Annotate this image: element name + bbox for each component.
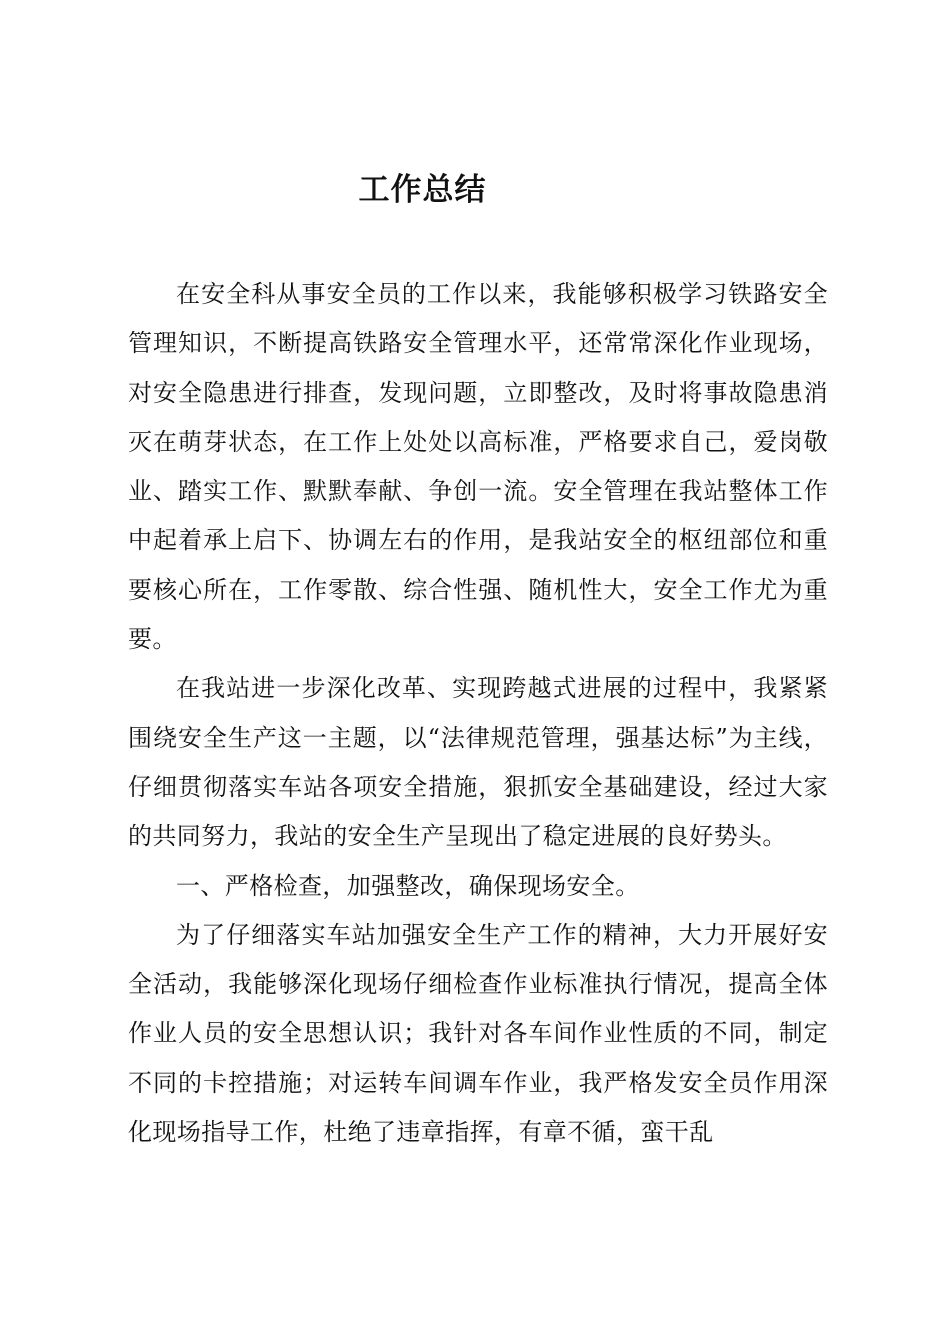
paragraph-inspection: 为了仔细落实车站加强安全生产工作的精神，大力开展好安全活动，我能够深化现场仔细检查作业标准执行情况，提高全体作业人员的安全思想认识；我针对各车间作业性质的不同，制定不同的卡控措施；对运转车间调车作业，我严格发安全员作用深化现场指导工作，杜绝了违章指挥，有章不循，蛮干乱 — [128, 920, 828, 1147]
paragraph-progress: 在我站进一步深化改革、实现跨越式进展的过程中，我紧紧围绕安全生产这一主题，以“法律规范管理，强基达标”为主线，仔细贯彻落实车站各项安全措施，狠抓安全基础建设，经过大家的共同努力，我站的安全生产呈现出了稳定进展的良好势头。 — [128, 674, 828, 851]
document-title: 工作总结 — [358, 172, 487, 208]
paragraph-intro: 在安全科从事安全员的工作以来，我能够积极学习铁路安全管理知识，不断提高铁路安全管理水平，还常常深化作业现场，对安全隐患进行排查，发现问题，立即整改，及时将事故隐患消灭在萌芽状态，在工作上处处以高标准，严格要求自己，爱岗敬业、踏实工作、默默奉献、争创一流。安全管理在我站整体工作中起着承上启下、协调左右的作用，是我站安全的枢纽部位和重要核心所在，工作零散、综合性强、随机性大，安全工作尤为重要。 — [128, 280, 828, 654]
section-heading-1: 一、严格检查，加强整改，确保现场安全。 — [176, 871, 640, 900]
document-body — [128, 270, 828, 1157]
